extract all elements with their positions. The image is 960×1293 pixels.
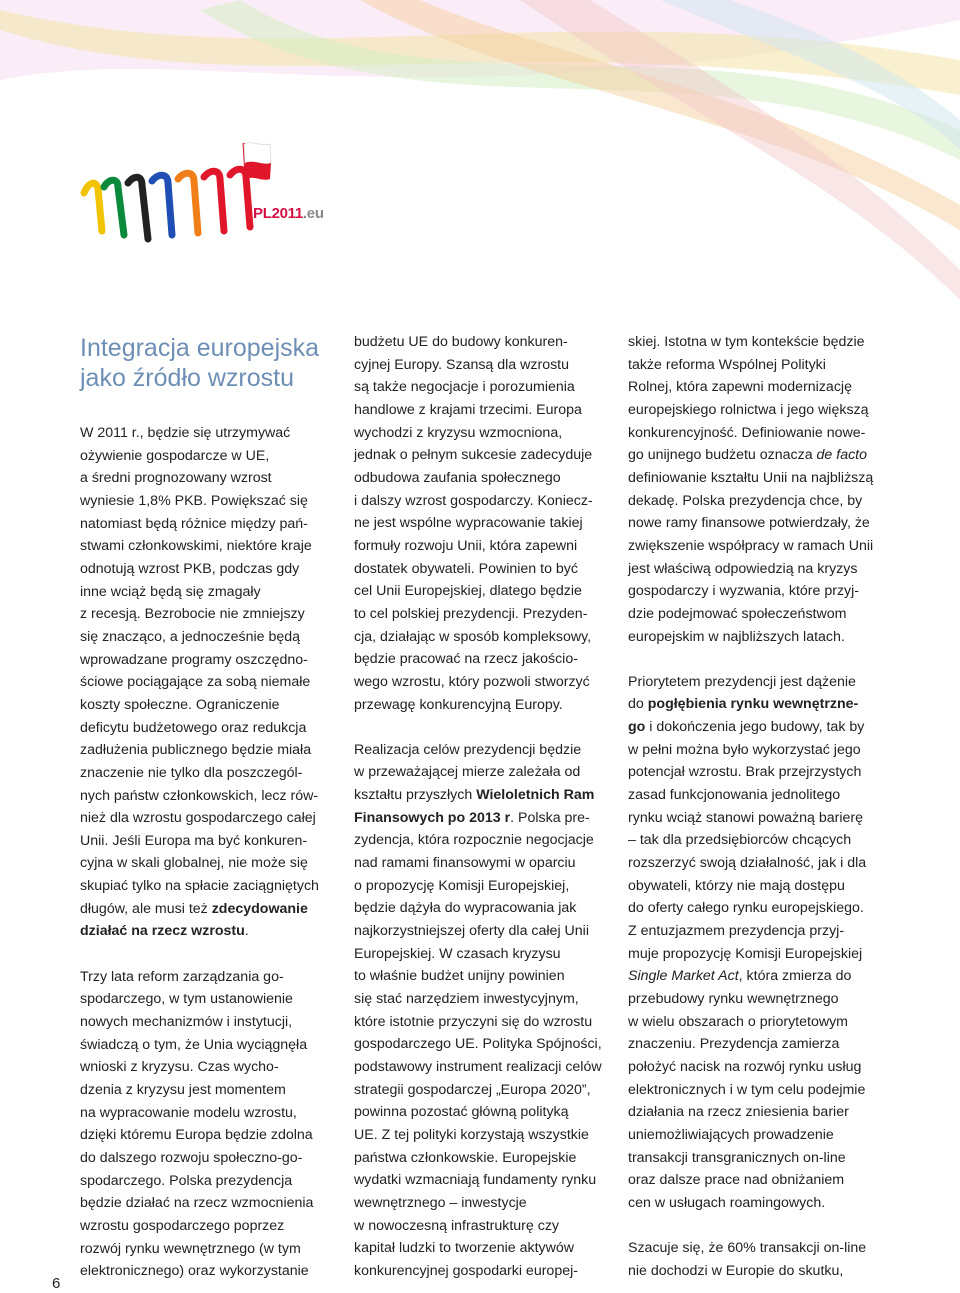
bold-text-run: go xyxy=(628,719,646,736)
text-line xyxy=(628,761,873,784)
text-run: przewagę konkurencyjną Europy. xyxy=(354,696,563,713)
text-run: muje propozycję Komisji Europejskiej xyxy=(628,945,863,962)
bold-text-run: Finansowych po 2013 r xyxy=(354,809,511,826)
text-line xyxy=(354,467,602,490)
text-line xyxy=(354,535,602,558)
text-line xyxy=(354,1169,602,1192)
page-title-line: Integracja europejska xyxy=(80,334,320,362)
page-title xyxy=(80,333,350,393)
text-run: europejskiego rolnictwa i jego większą xyxy=(628,401,869,418)
text-run: UE. Z tej polityki korzystają wszystkie xyxy=(354,1126,589,1143)
text-line xyxy=(80,513,319,536)
text-run: będzie działać na rzecz wzmocnienia xyxy=(80,1195,314,1212)
text-line xyxy=(80,1147,319,1170)
text-run: dzenia z kryzysu jest momentem xyxy=(80,1082,286,1099)
text-line xyxy=(354,1033,602,1056)
text-line xyxy=(354,829,602,852)
text-run: transakcji transgranicznych on-line xyxy=(628,1149,846,1166)
text-run: i dokończenia jego budowy, tak by xyxy=(645,719,865,736)
text-line xyxy=(80,694,319,717)
text-line xyxy=(354,1011,602,1034)
text-run: wprowadzane programy oszczędno- xyxy=(80,651,308,668)
bold-text-run: działać na rzecz wzrostu xyxy=(80,923,245,940)
text-line xyxy=(80,1079,319,1102)
text-line xyxy=(354,1147,602,1170)
text-line xyxy=(80,739,319,762)
text-line xyxy=(628,1192,873,1215)
text-line xyxy=(354,626,602,649)
text-run: nie dochodzi w Europie do skutku, xyxy=(628,1262,844,1279)
text-line xyxy=(628,535,873,558)
text-line xyxy=(354,603,602,626)
text-run: zadłużenia publicznego będzie miała xyxy=(80,742,312,759)
text-run: do dalszego rozwoju społeczno-go- xyxy=(80,1149,303,1166)
text-run: Szacuje się, że 60% transakcji on-line xyxy=(628,1240,867,1257)
text-run: . Polska pre- xyxy=(510,809,590,826)
text-run: w przeważającej mierze zależała od xyxy=(354,764,581,781)
text-run: formuły rozwoju Unii, która zapewni xyxy=(354,537,578,554)
text-run: cel Unii Europejskiej, dlatego będzie xyxy=(354,583,582,600)
text-line xyxy=(628,920,873,943)
text-line xyxy=(354,490,602,513)
text-run: spodarczego, w tym ustanowienie xyxy=(80,991,293,1008)
text-run: cyjnej Europy. Szansą dla wzrostu xyxy=(354,356,570,373)
text-run: odnotują wzrost PKB, podczas gdy xyxy=(80,560,300,577)
text-line xyxy=(80,898,319,921)
text-line xyxy=(80,467,319,490)
bold-text-run: zdecydowanie xyxy=(211,900,308,917)
paragraph-gap xyxy=(80,943,319,966)
text-line xyxy=(80,1215,319,1238)
text-run: wnioski z kryzysu. Czas wycho- xyxy=(80,1059,279,1076)
text-run: jednak o pełnym sukcesie zadecyduje xyxy=(354,447,593,464)
text-line xyxy=(354,354,602,377)
text-line xyxy=(80,558,319,581)
text-run: a średni prognozowany wzrost xyxy=(80,470,272,487)
text-line xyxy=(354,852,602,875)
text-line xyxy=(628,1237,873,1260)
text-run: w pełni można było wykorzystać jego xyxy=(628,741,861,758)
text-line xyxy=(80,762,319,785)
text-line xyxy=(628,1147,873,1170)
bold-text-run: pogłębienia rynku wewnętrzne- xyxy=(647,696,859,713)
text-line xyxy=(354,739,602,762)
text-line xyxy=(354,331,602,354)
text-run: się stać narzędziem inwestycyjnym, xyxy=(354,991,579,1008)
text-run: wyniesie 1,8% PKB. Powiększać się xyxy=(80,492,308,509)
text-run: gospodarczy i wyzwania, które przyj- xyxy=(628,583,860,600)
bold-text-run: Wieloletnich Ram xyxy=(476,787,595,804)
text-run: które istotnie przyczyni się do wzrostu xyxy=(354,1013,593,1030)
text-line xyxy=(354,580,602,603)
text-run: dzięki któremu Europa będzie zdolna xyxy=(80,1127,313,1144)
text-run: w wielu obszarach o priorytetowym xyxy=(628,1013,848,1030)
text-line xyxy=(354,512,602,535)
text-line xyxy=(354,1056,602,1079)
text-run: kształtu przyszłych xyxy=(354,787,477,804)
text-run: rozszerzyć swoją działalność, jak i dla xyxy=(628,855,867,872)
text-column-2 xyxy=(354,331,602,1283)
text-line xyxy=(628,988,873,1011)
text-line xyxy=(628,490,873,513)
text-column-3 xyxy=(628,331,873,1283)
text-run: z recesją. Bezrobocie nie zmniejszy xyxy=(80,606,305,623)
text-line xyxy=(628,693,873,716)
text-run: gospodarczego UE. Polityka Spójności, xyxy=(354,1036,602,1053)
text-line xyxy=(628,739,873,762)
text-run: wychodzi z kryzysu wzmocniona, xyxy=(354,424,563,441)
text-run: inne wciąż będą się zmagały xyxy=(80,583,261,600)
text-run: ożywienie gospodarcze w UE, xyxy=(80,447,270,464)
text-run: cen w usługach roamingowych. xyxy=(628,1194,826,1211)
text-run: do oferty całego rynku europejskiego. xyxy=(628,900,864,917)
text-line xyxy=(354,399,602,422)
flag-icon xyxy=(244,143,271,180)
text-run: konkurencyjnej gospodarki europej- xyxy=(354,1262,578,1279)
text-line xyxy=(354,1079,602,1102)
text-line xyxy=(80,1192,319,1215)
text-run: nych państw członkowskich, lecz rów- xyxy=(80,787,319,804)
text-line xyxy=(80,1102,319,1125)
text-line xyxy=(354,807,602,830)
text-run: deficytu budżetowego oraz redukcja xyxy=(80,719,307,736)
text-line xyxy=(354,1260,602,1283)
text-line xyxy=(354,965,602,988)
text-run: się znacząco, a jednocześnie będą xyxy=(80,628,301,645)
text-line xyxy=(628,965,873,988)
text-line xyxy=(80,830,319,853)
paragraph-gap xyxy=(354,716,602,739)
text-run: w nowoczesną infrastrukturę czy xyxy=(354,1217,560,1234)
logo-wordmark: PL2011.eu xyxy=(253,205,324,222)
text-run: nowe ramy finansowe potwierdzały, że xyxy=(628,515,870,532)
text-line xyxy=(628,331,873,354)
text-run: zwiększenie współpracy w ramach Unii xyxy=(628,537,874,554)
text-run: Z entuzjazmem prezydencja przyj- xyxy=(628,923,845,940)
text-run: odbudowa zaufania społecznego xyxy=(354,469,561,486)
text-run: stwami członkowskimi, niektóre kraje xyxy=(80,538,312,555)
text-run: koszty społeczne. Ograniczenie xyxy=(80,696,280,713)
text-run: rozwój rynku wewnętrznego (w tym xyxy=(80,1240,301,1257)
text-run: będzie pracować na rzecz jakościo- xyxy=(354,651,578,668)
text-run: zasad funkcjonowania jednolitego xyxy=(628,787,841,804)
text-line xyxy=(80,920,319,943)
text-run: znaczenie nie tylko dla poszczegól- xyxy=(80,764,303,781)
text-run: położyć nacisk na rozwój rynku usług xyxy=(628,1058,862,1075)
text-run: podstawowy instrument realizacji celów xyxy=(354,1058,602,1075)
text-line xyxy=(628,558,873,581)
text-run: kapitał ludzki to tworzenie aktywów xyxy=(354,1240,575,1257)
page-number: 6 xyxy=(52,1275,61,1292)
text-line xyxy=(354,648,602,671)
text-run: natomiast będą różnice między pań- xyxy=(80,515,308,532)
text-run: nież dla wzrostu gospodarczego całej xyxy=(80,810,316,827)
text-line xyxy=(628,1169,873,1192)
text-run: działania na rzecz zniesienia barier xyxy=(628,1104,849,1121)
text-line xyxy=(80,422,319,445)
text-run: zydencja, która rozpocznie negocjacje xyxy=(354,832,594,849)
text-line xyxy=(80,1056,319,1079)
text-run: dzie podejmować społeczeństwom xyxy=(628,605,847,622)
text-line xyxy=(80,671,319,694)
text-run: skiej. Istotna w tym kontekście będzie xyxy=(628,334,865,350)
text-line xyxy=(80,535,319,558)
text-line xyxy=(628,1056,873,1079)
text-run: elektronicznego) oraz wykorzystanie xyxy=(80,1263,309,1280)
text-line xyxy=(628,1033,873,1056)
text-line xyxy=(628,784,873,807)
text-line xyxy=(80,581,319,604)
text-line xyxy=(628,1124,873,1147)
text-line xyxy=(628,875,873,898)
text-run: . xyxy=(244,923,249,940)
text-run: to właśnie budżet unijny powinien xyxy=(354,968,565,985)
text-run: nowych mechanizmów i instytucji, xyxy=(80,1014,293,1031)
text-run: budżetu UE do budowy konkuren- xyxy=(354,334,568,350)
text-line xyxy=(80,1124,319,1147)
text-run: państwa członkowskie. Europejskie xyxy=(354,1149,577,1166)
text-run: są także negocjacje i porozumienia xyxy=(354,379,575,396)
text-column-1 xyxy=(80,422,319,1283)
text-run: spodarczego. Polska prezydencja xyxy=(80,1172,293,1189)
text-line xyxy=(628,354,873,377)
paragraph-gap xyxy=(628,648,873,671)
text-line xyxy=(628,376,873,399)
text-line xyxy=(80,966,319,989)
text-run: skupiać tylko na spłacie zaciągniętych xyxy=(80,878,319,895)
text-run: Unii. Jeśli Europa ma być konkuren- xyxy=(80,832,308,849)
text-line xyxy=(628,467,873,490)
text-line xyxy=(628,671,873,694)
text-line xyxy=(80,649,319,672)
text-line xyxy=(354,943,602,966)
text-run: oraz dalsze prace nad obniżaniem xyxy=(628,1172,845,1189)
text-run: Trzy lata reform zarządzania go- xyxy=(80,968,284,985)
text-run: na wypracowanie modelu wzrostu, xyxy=(80,1104,297,1121)
text-run: wewnętrznego – inwestycje xyxy=(354,1194,527,1211)
text-line xyxy=(354,988,602,1011)
text-run: wydatki wzmacniają fundamenty rynku xyxy=(354,1172,597,1189)
text-run: ne jest wspólne wypracowanie takiej xyxy=(354,515,583,532)
text-line xyxy=(628,512,873,535)
text-run: Realizacja celów prezydencji będzie xyxy=(354,741,582,758)
text-line xyxy=(80,490,319,513)
text-line xyxy=(628,829,873,852)
text-run: wego wzrostu, który pozwoli stworzyć xyxy=(354,673,590,690)
text-line xyxy=(354,422,602,445)
text-run: nad ramami finansowymi w oparciu xyxy=(354,855,576,872)
page-title-line: jako źródło wzrostu xyxy=(80,364,294,392)
text-line xyxy=(354,671,602,694)
text-run: dekadę. Polska prezydencja chce, by xyxy=(628,492,863,509)
text-line xyxy=(354,761,602,784)
text-line xyxy=(628,852,873,875)
text-run: konkurencyjność. Definiowanie nowe- xyxy=(628,424,866,441)
text-run: najkorzystniejszej oferty dla całej Unii xyxy=(354,923,589,940)
text-line xyxy=(354,784,602,807)
text-run: potencjał wzrostu. Brak przejrzystych xyxy=(628,764,862,781)
text-line xyxy=(628,422,873,445)
text-run: handlowe z krajami trzecimi. Europa xyxy=(354,401,582,418)
text-line xyxy=(354,694,602,717)
text-line xyxy=(628,807,873,830)
text-run: świadczą o tym, że Unia wyciągnęła xyxy=(80,1036,308,1053)
text-line xyxy=(628,1079,873,1102)
text-line xyxy=(80,603,319,626)
text-run: przebudowy rynku wewnętrznego xyxy=(628,991,839,1008)
text-line xyxy=(628,716,873,739)
text-line xyxy=(628,1101,873,1124)
text-run: dostatek obywateli. Powinien to być xyxy=(354,560,578,577)
text-run: Europejskiej. W czasach kryzysu xyxy=(354,945,561,962)
logo-strokes-icon xyxy=(84,169,250,239)
paragraph-gap xyxy=(628,1215,873,1238)
italic-text-run: de facto xyxy=(816,447,868,464)
text-line xyxy=(354,1101,602,1124)
text-line xyxy=(354,376,602,399)
text-run: ściowe pociągające za sobą niemałe xyxy=(80,674,311,691)
text-run: jest właściwą odpowiedzią na kryzys xyxy=(628,560,858,577)
text-run: uniemożliwiających prowadzenie xyxy=(628,1126,834,1143)
presidency-logo xyxy=(78,135,328,245)
text-run: wzrostu gospodarczego poprzez xyxy=(80,1217,285,1234)
text-line xyxy=(354,1215,602,1238)
text-line xyxy=(80,1238,319,1261)
text-run: będzie dążyła do wypracowania jak xyxy=(354,900,577,917)
text-run: Rolnej, która zapewni modernizację xyxy=(628,379,852,396)
text-line xyxy=(628,603,873,626)
text-run: to cel polskiej prezydencji. Prezyden- xyxy=(354,605,588,622)
text-line xyxy=(628,626,873,649)
text-run: cja, działając w sposób kompleksowy, xyxy=(354,628,592,645)
text-run: go unijnego budżetu oznacza xyxy=(628,447,817,464)
text-line xyxy=(354,444,602,467)
text-line xyxy=(628,1260,873,1283)
text-line xyxy=(80,626,319,649)
text-line xyxy=(354,897,602,920)
text-run: powinna pozostać główną polityką xyxy=(354,1104,569,1121)
text-line xyxy=(354,1237,602,1260)
text-line xyxy=(80,807,319,830)
text-run: znaczeniu. Prezydencja zamierza xyxy=(628,1036,840,1053)
text-run: W 2011 r., będzie się utrzymywać xyxy=(80,425,291,441)
text-run: europejskim w najbliższych latach. xyxy=(628,628,845,645)
text-line xyxy=(80,1260,319,1283)
text-line xyxy=(80,1170,319,1193)
text-line xyxy=(354,558,602,581)
text-run: Priorytetem prezydencji jest dążenie xyxy=(628,673,856,690)
text-run: długów, ale musi też xyxy=(80,900,212,917)
italic-text-run: Single Market Act xyxy=(628,968,739,985)
text-run: cyjna w skali globalnej, nie może się xyxy=(80,855,308,872)
text-line xyxy=(80,1034,319,1057)
text-line xyxy=(628,580,873,603)
text-run: i dalszy wzrost gospodarczy. Koniecz- xyxy=(354,492,593,509)
text-line xyxy=(80,988,319,1011)
text-run: do xyxy=(628,696,648,713)
text-line xyxy=(628,444,873,467)
text-run: elektronicznych i w tym celu podejmie xyxy=(628,1081,866,1098)
text-run: , która zmierza do xyxy=(738,968,852,985)
text-run: definiowanie kształtu Unii na najbliższą xyxy=(628,469,874,486)
text-run: także reforma Wspólnej Polityki xyxy=(628,356,826,373)
text-run: – tak dla przedsiębiorców chcących xyxy=(628,832,852,849)
text-line xyxy=(354,1192,602,1215)
text-line xyxy=(80,785,319,808)
text-line xyxy=(80,875,319,898)
text-line xyxy=(80,445,319,468)
text-line xyxy=(354,875,602,898)
text-run: obywateli, którzy nie mają dostępu xyxy=(628,877,845,894)
text-line xyxy=(80,852,319,875)
text-line xyxy=(628,897,873,920)
text-line xyxy=(628,399,873,422)
text-line xyxy=(354,920,602,943)
text-line xyxy=(354,1124,602,1147)
text-run: rynku wciąż stanowi poważną barierę xyxy=(628,809,863,826)
text-run: strategii gospodarczej „Europa 2020”, xyxy=(354,1081,591,1098)
text-line xyxy=(80,1011,319,1034)
text-line xyxy=(80,717,319,740)
text-line xyxy=(628,1011,873,1034)
text-run: o propozycję Komisji Europejskiej, xyxy=(354,877,570,894)
text-line xyxy=(628,943,873,966)
